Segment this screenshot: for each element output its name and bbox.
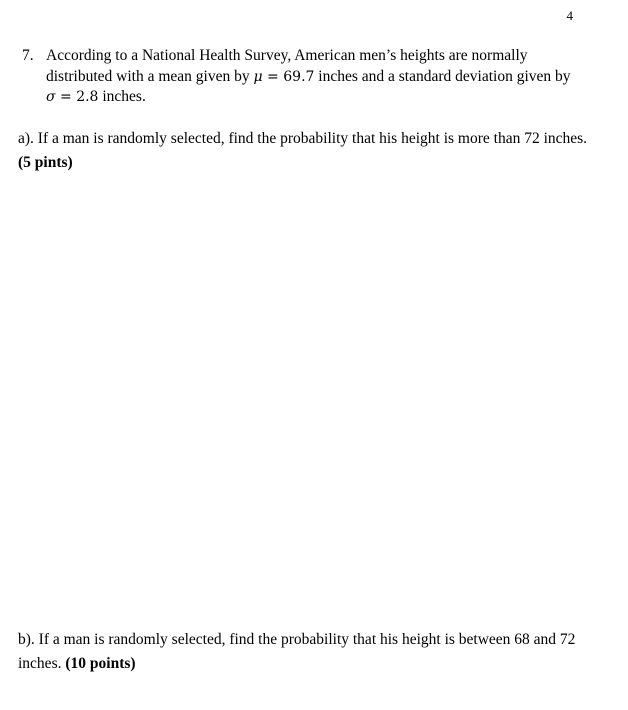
- part-b: [18, 628, 588, 676]
- sigma-symbol: σ: [46, 89, 56, 105]
- mean-value: 69.7: [283, 68, 315, 85]
- question-text: [46, 46, 576, 108]
- question-text-middle: inches and a standard deviation given by: [314, 67, 571, 85]
- mu-equals: =: [262, 68, 284, 85]
- part-b-text: b). If a man is randomly selected, find the probability that his height is between 68 and 72 inches.: [18, 631, 576, 672]
- part-a-points: (5 pints): [18, 154, 73, 171]
- sigma-equals: =: [55, 89, 77, 105]
- page-number: 4: [566, 8, 573, 23]
- mu-symbol: μ: [253, 68, 263, 85]
- question-text-intro: According to a National Health Survey, American men’s heights are normally distributed with a mean given by: [46, 47, 528, 85]
- question-7: [22, 46, 582, 108]
- part-b-points: (10 points): [65, 655, 136, 672]
- question-number: 7.: [22, 47, 34, 64]
- std-dev-value: 2.8: [76, 89, 99, 105]
- part-a-text: a). If a man is randomly selected, find the probability that his height is more than 72 inches.: [18, 130, 588, 147]
- question-text-end: inches.: [98, 88, 146, 105]
- part-a: [18, 127, 588, 175]
